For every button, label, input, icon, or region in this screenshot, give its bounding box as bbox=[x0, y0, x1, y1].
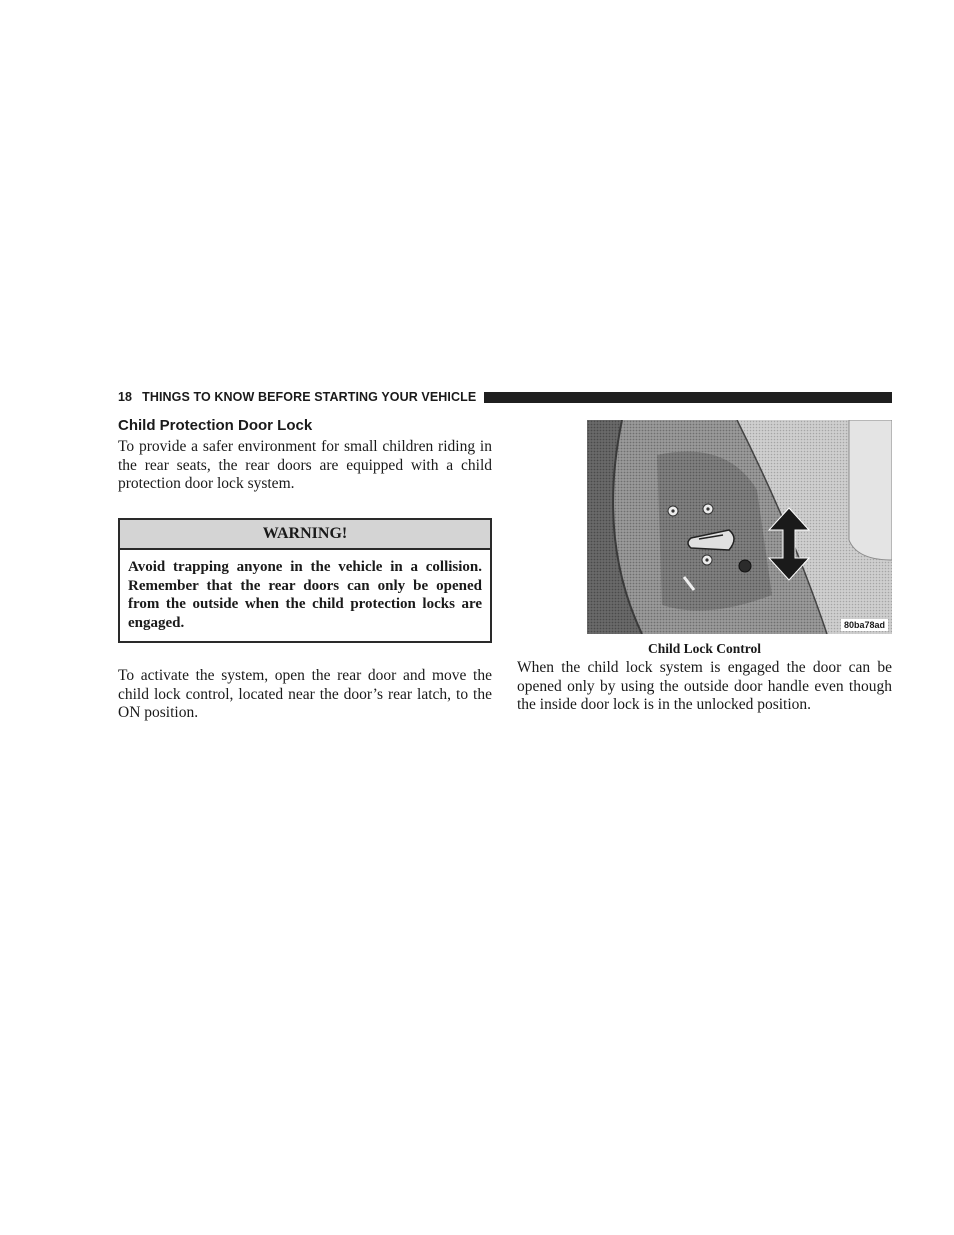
header-text bbox=[118, 390, 476, 404]
page-header bbox=[118, 389, 892, 407]
child-lock-illustration bbox=[587, 420, 892, 634]
section-title: THINGS TO KNOW BEFORE STARTING YOUR VEHICLE bbox=[142, 390, 477, 404]
intro-paragraph: To provide a safer environment for small children riding in the rear seats, the rear doors are equipped with a child protection door lock system. bbox=[118, 438, 492, 493]
right-column bbox=[517, 420, 892, 715]
door-latch-illustration bbox=[587, 420, 892, 634]
activation-paragraph: To activate the system, open the rear door and move the child lock control, located near the door’s rear latch, to the ON position. bbox=[118, 666, 492, 722]
warning-heading: WARNING! bbox=[120, 520, 490, 550]
warning-text: Avoid trapping anyone in the vehicle in a collision. Remember that the rear doors can only be opened from the outside when the child protection locks are engaged. bbox=[128, 558, 482, 632]
left-column bbox=[118, 416, 492, 723]
figure-code: 80ba78ad bbox=[841, 619, 888, 631]
warning-box bbox=[118, 518, 492, 643]
page-number: 18 bbox=[118, 390, 133, 404]
figure-caption: Child Lock Control bbox=[647, 641, 762, 656]
section-heading: Child Protection Door Lock bbox=[118, 417, 313, 434]
header-rule bbox=[484, 392, 892, 403]
engaged-paragraph: When the child lock system is engaged the door can be opened only by using the outside door handle even though the inside door lock is in the unlocked position. bbox=[517, 659, 892, 714]
